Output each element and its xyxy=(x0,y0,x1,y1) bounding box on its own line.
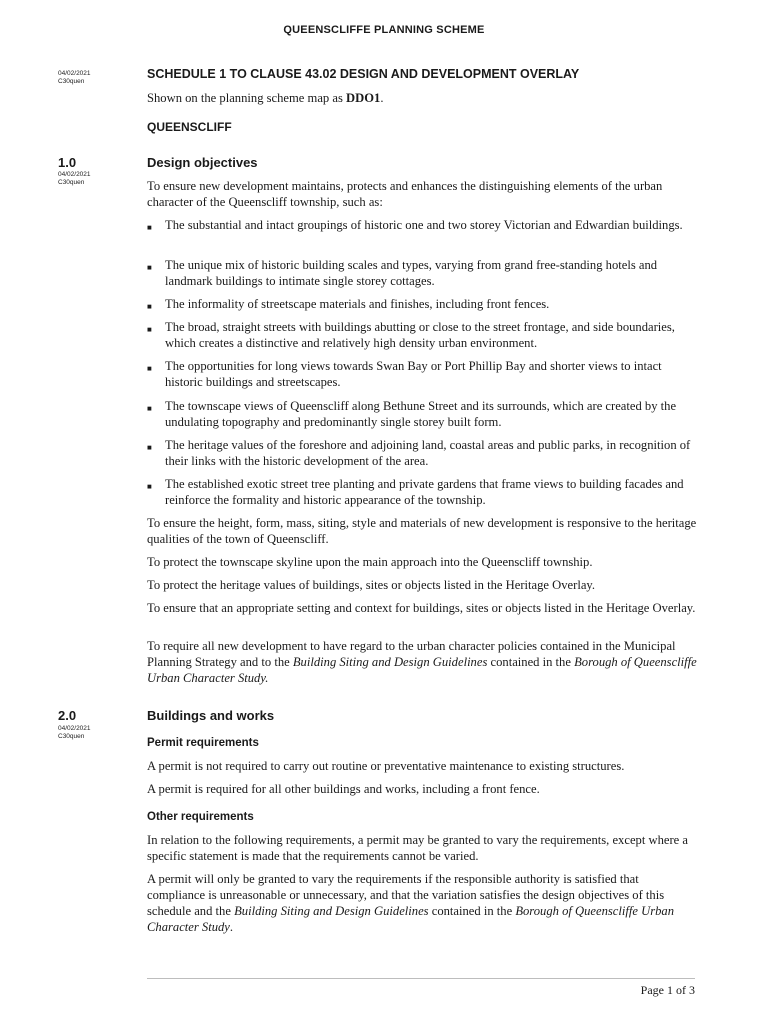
paragraph xyxy=(147,638,699,686)
schedule-title: SCHEDULE 1 TO CLAUSE 43.02 DESIGN AND DEVELOPMENT OVERLAY xyxy=(147,67,580,81)
paragraph: To protect the townscape skyline upon the main approach into the Queenscliff township. xyxy=(147,555,593,569)
paragraph-text: . xyxy=(229,920,234,934)
paragraph-text: To require all new development to have regard to the urban character policies contained in the Municipal Planning Strategy and to the xyxy=(147,639,676,669)
map-code: DDO1 xyxy=(346,91,381,105)
bullet-icon: ■ xyxy=(147,302,152,311)
list-item xyxy=(147,319,699,351)
bullet-icon: ■ xyxy=(147,404,152,413)
paragraph: In relation to the following requirements, a permit may be granted to vary the requirements, except where a specific statement is made that the requirements cannot be varied. xyxy=(147,833,688,863)
paragraph-text: A permit will only be granted to vary the requirements if the responsible authority is satisfied that compliance is unreasonable or unnecessary, and that the variation satisfies the design objectives of this schedule and the xyxy=(147,872,665,918)
margin-note-ref: C30quen xyxy=(58,179,85,186)
bullet-icon: ■ xyxy=(147,482,152,491)
margin-note-date: 04/02/2021 xyxy=(58,171,91,178)
paragraph: To protect the heritage values of buildings, sites or objects listed in the Heritage Overlay. xyxy=(147,578,596,592)
list-item xyxy=(147,257,699,289)
study-reference: Borough of Queenscliffe Urban Character Study. xyxy=(147,655,697,685)
list-item xyxy=(147,476,699,508)
margin-note xyxy=(58,70,91,86)
area-heading: QUEENSCLIFF xyxy=(147,120,232,134)
bullet-icon: ■ xyxy=(147,443,152,452)
paragraph: A permit is required for all other buildings and works, including a front fence. xyxy=(147,782,540,796)
list-item xyxy=(147,437,699,469)
bullet-icon: ■ xyxy=(147,263,152,272)
list-item xyxy=(147,358,699,390)
margin-note-date: 04/02/2021 xyxy=(58,70,91,77)
paragraph-text: contained in the xyxy=(428,904,516,918)
subsection-heading: Other requirements xyxy=(147,811,254,823)
bullet-icon: ■ xyxy=(147,223,152,232)
paragraph xyxy=(147,871,699,935)
list-item-text: The unique mix of historic building scales and types, varying from grand free-standing hotels and landmark buildings to intimate single storey cottages. xyxy=(165,258,658,288)
list-item-text: The heritage values of the foreshore and adjoining land, coastal areas and public parks, in recognition of their links with the historic development of the area. xyxy=(165,438,691,468)
footer-divider xyxy=(147,978,695,979)
paragraph: A permit is not required to carry out routine or preventative maintenance to existing structures. xyxy=(147,759,625,773)
list-item-text: The established exotic street tree planting and private gardens that frame views to building facades and reinforce the formality and historic appearance of the township. xyxy=(165,477,684,507)
margin-note xyxy=(58,171,91,187)
guidelines-reference: Building Siting and Design Guidelines xyxy=(292,655,488,669)
map-reference-end: . xyxy=(380,91,384,105)
section-number: 1.0 xyxy=(58,155,77,170)
list-item xyxy=(147,296,699,312)
paragraph: To ensure that an appropriate setting and context for buildings, sites or objects listed in the Heritage Overlay. xyxy=(147,601,696,615)
list-item-text: The opportunities for long views towards Swan Bay or Port Phillip Bay and shorter views to intact historic buildings and streetscapes. xyxy=(165,359,662,389)
section-title: Buildings and works xyxy=(147,708,275,723)
section-title: Design objectives xyxy=(147,155,258,170)
paragraph: To ensure the height, form, mass, siting, style and materials of new development is responsive to the heritage qualities of the town of Queenscliff. xyxy=(147,516,697,546)
list-item xyxy=(147,398,699,430)
margin-note-ref: C30quen xyxy=(58,78,85,85)
objectives-intro: To ensure new development maintains, protects and enhances the distinguishing elements of the urban character of the Queenscliff township, such as: xyxy=(147,179,663,209)
running-header: QUEENSCLIFFE PLANNING SCHEME xyxy=(283,24,485,36)
bullet-icon: ■ xyxy=(147,364,152,373)
paragraph-text: contained in the xyxy=(487,655,575,669)
map-reference xyxy=(147,90,699,106)
guidelines-reference: Building Siting and Design Guidelines xyxy=(234,904,429,918)
list-item-text: The informality of streetscape materials and finishes, including front fences. xyxy=(165,297,550,311)
margin-note-date: 04/02/2021 xyxy=(58,725,91,732)
bullet-icon: ■ xyxy=(147,325,152,334)
page-number: Page 1 of 3 xyxy=(640,983,695,997)
margin-note xyxy=(58,725,91,741)
list-item-text: The townscape views of Queenscliff along Bethune Street and its surrounds, which are created by the undulating topography and predominantly single storey built form. xyxy=(165,399,677,429)
list-item-text: The broad, straight streets with buildings abutting or close to the street frontage, and side boundaries, which creates a distinctive and relatively high density urban environment. xyxy=(165,320,675,350)
list-item-text: The substantial and intact groupings of historic one and two storey Victorian and Edwardian buildings. xyxy=(165,218,683,232)
list-item xyxy=(147,217,699,233)
study-reference: Borough of Queenscliffe Urban Character Study xyxy=(147,904,674,934)
margin-note-ref: C30quen xyxy=(58,733,85,740)
subsection-heading: Permit requirements xyxy=(147,737,259,749)
section-number: 2.0 xyxy=(58,708,77,723)
map-reference-text: Shown on the planning scheme map as xyxy=(147,91,347,105)
